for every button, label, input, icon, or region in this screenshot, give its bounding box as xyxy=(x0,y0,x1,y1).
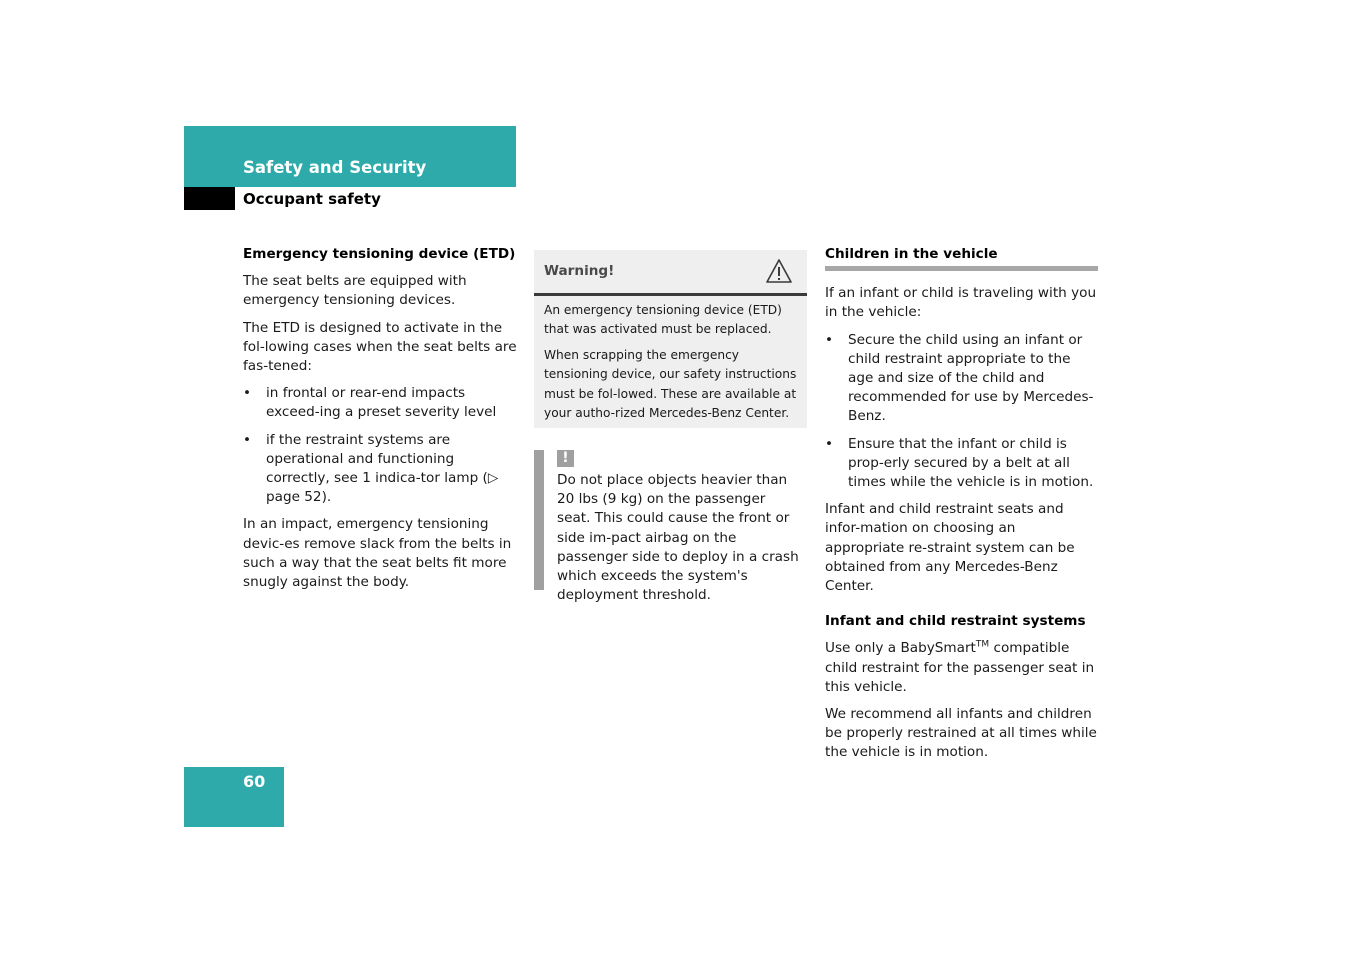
warning-box xyxy=(534,250,807,428)
list-item: • in frontal or rear-end impacts exceed-ing a preset severity level xyxy=(243,384,518,422)
list-item: • Ensure that the infant or child is prop-erly secured by a belt at all times while the vehicle is in motion. xyxy=(825,435,1098,493)
etd-paragraph-1: The seat belts are equipped with emergency tensioning devices. xyxy=(243,273,467,309)
note-text: Do not place objects heavier than 20 lbs (9 kg) on the passenger seat. This could cause the front or side im-pact airbag on the passenger side to deploy in a crash which exceeds the system's deployment threshold. xyxy=(557,472,799,604)
trademark-mark: TM xyxy=(975,639,990,650)
warning-body xyxy=(534,296,807,423)
restraint-paragraph-2: We recommend all infants and children be properly restrained at all times while the vehicle is in motion. xyxy=(825,706,1097,761)
page-number: 60 xyxy=(243,772,266,791)
section-title: Safety and Security xyxy=(243,158,427,177)
children-paragraph-2: Infant and child restraint seats and infor-mation on choosing an appropriate re-straint system can be obtained from any Mercedes-Benz Center. xyxy=(825,501,1075,595)
subsection-title: Occupant safety xyxy=(243,190,381,208)
etd-bullet-list xyxy=(243,384,518,507)
etd-heading: Emergency tensioning device (ETD) xyxy=(243,246,516,262)
restraint-systems-heading: Infant and child restraint systems xyxy=(825,613,1086,630)
babysmart-text: Use only a BabySmart xyxy=(825,640,976,657)
warning-triangle-icon xyxy=(765,258,793,284)
warning-paragraph-2: When scrapping the emergency tensioning device, our safety instructions must be fol-lowed. These are available at your autho-rized Mercedes-Benz Center. xyxy=(544,347,797,421)
warning-header xyxy=(534,250,807,296)
exclamation-icon: ! xyxy=(557,450,574,467)
children-bullet-list xyxy=(825,331,1098,493)
section-header-bar xyxy=(184,126,516,187)
restraint-paragraph-1 xyxy=(825,639,1098,697)
right-column xyxy=(825,245,1098,771)
children-heading: Children in the vehicle xyxy=(825,245,1098,271)
babysmart-text-rest: compatible child restraint for the passenger seat in this vehicle. xyxy=(825,640,1095,695)
page-number-box xyxy=(184,767,284,827)
etd-paragraph-2: The ETD is designed to activate in the fol-lowing cases when the seat belts are fas-tened: xyxy=(243,319,517,375)
left-column xyxy=(243,245,518,600)
list-item: • Secure the child using an infant or child restraint appropriate to the age and size of the child and recommended for use by Mercedes-Benz. xyxy=(825,331,1098,427)
children-paragraph-1: If an infant or child is traveling with you in the vehicle: xyxy=(825,285,1097,321)
list-item: • if the restraint systems are operational and functioning correctly, see 1 indica-tor lamp (▷ page 52). xyxy=(243,431,518,508)
etd-paragraph-3: In an impact, emergency tensioning devic-es remove slack from the belts in such a way that the seat belts fit more snugly against the body. xyxy=(243,516,512,591)
warning-label: Warning! xyxy=(544,263,615,279)
note-side-bar xyxy=(534,450,544,590)
subsection-tab-marker xyxy=(184,187,235,210)
warning-paragraph-1: An emergency tensioning device (ETD) that was activated must be replaced. xyxy=(544,303,782,337)
